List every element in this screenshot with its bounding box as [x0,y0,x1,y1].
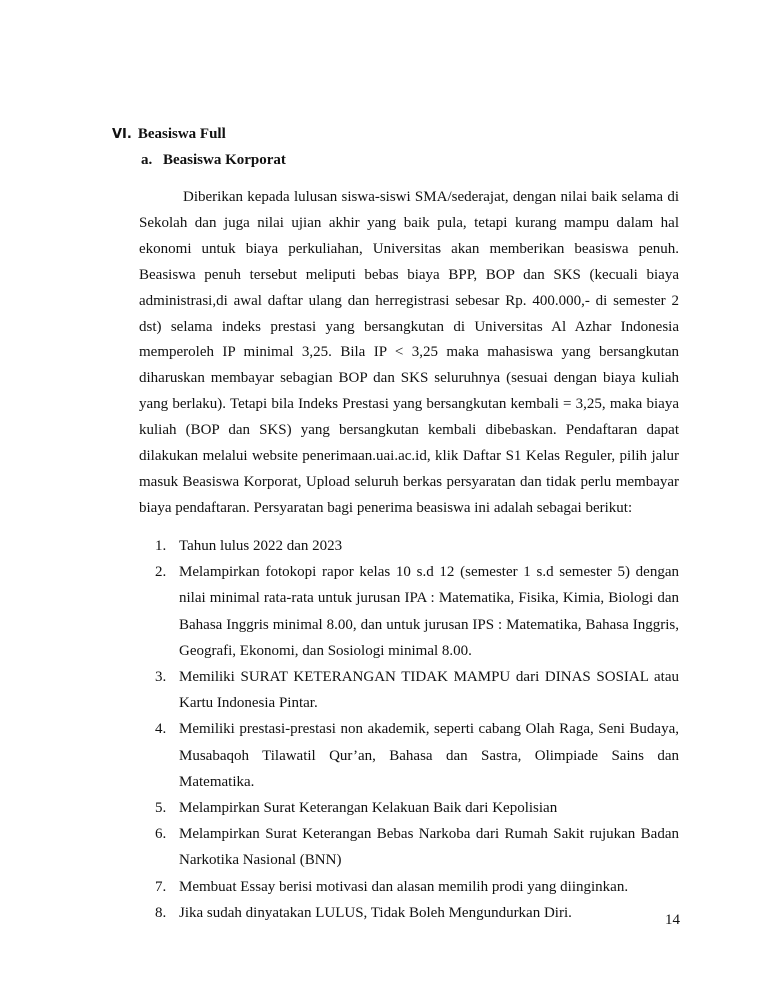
section-number: VI. [112,127,132,142]
subsection-letter: a. [141,152,153,168]
list-item-text: Membuat Essay berisi motivasi dan alasan memilih prodi yang diinginkan. [179,878,629,895]
subsection-title: Beasiswa Korporat [163,152,286,168]
list-item-number: 5. [155,800,167,817]
list-item-number: 7. [155,878,167,895]
list-item-text: Melampirkan fotokopi rapor kelas 10 s.d 12 (semester 1 s.d semester 5) dengan nilai minimal rata-rata untuk jurusan IPA : Matematika, Fisika, Kimia, Biologi dan Bahasa Inggris minimal 8.00, dan untuk jurusan IPS : Matematika, Bahasa Inggris, Geografi, Ekonomi, dan Sosiologi minimal 8.00. [179,564,679,659]
list-item [139,795,679,821]
list-item-number: 2. [155,564,167,581]
body-paragraph: Diberikan kepada lulusan siswa-siswi SMA/sederajat, dengan nilai baik selama di Sekolah dan juga nilai ujian akhir yang baik pula, tetapi kurang mampu dalam hal ekonomi untuk biaya perkuliahan, Universitas akan memberikan beasiswa penuh. Beasiswa penuh tersebut meliputi bebas biaya BPP, BOP dan SKS (kecuali biaya administrasi,di awal daftar ulang dan herregistrasi sebesar Rp. 400.000,- di semester 2 dst) selama indeks prestasi yang bersangkutan di Universitas Al Azhar Indonesia memperoleh IP minimal 3,25. Bila IP < 3,25 maka mahasiswa yang bersangkutan diharuskan membayar sebagian BOP dan SKS seluruhnya (sesuai dengan biaya kuliah yang berlaku). Tetapi bila Indeks Prestasi yang bersangkutan kembali = 3,25, maka biaya kuliah (BOP dan SKS) yang bersangkutan kembali dibebaskan. Pendaftaran dapat dilakukan melalui website penerimaan.uai.ac.id, klik Daftar S1 Kelas Reguler, pilih jalur masuk Beasiswa Korporat, Upload seluruh berkas persyaratan dan tidak perlu membayar biaya pendaftaran. Persyaratan bagi penerima beasiswa ini adalah sebagai berikut: [139,189,679,516]
requirements-list [139,533,679,926]
list-item [139,533,679,559]
list-item-number: 6. [155,826,167,843]
list-item [139,900,679,926]
list-item-text: Tahun lulus 2022 dan 2023 [179,538,343,554]
list-item-text: Memiliki prestasi-prestasi non akademik, seperti cabang Olah Raga, Seni Budaya, Musabaqoh Tilawatil Qur’an, Bahasa dan Sastra, Olimpiade Sains dan Matematika. [179,721,679,790]
list-item-text: Jika sudah dinyatakan LULUS, Tidak Boleh Mengundurkan Diri. [179,904,572,921]
subsection-heading [141,152,286,169]
list-item-number: 4. [155,721,167,738]
list-item [139,559,679,664]
page-number: 14 [665,912,680,928]
list-item [139,664,679,716]
section-title: Beasiswa Full [137,126,226,142]
list-item-text: Melampirkan Surat Keterangan Kelakuan Baik dari Kepolisian [179,800,558,817]
list-item-number: 3. [155,669,167,686]
list-item [139,821,679,873]
list-item-number: 1. [155,538,167,554]
list-item [139,874,679,900]
section-heading [112,126,226,143]
list-item-text: Memiliki SURAT KETERANGAN TIDAK MAMPU dari DINAS SOSIAL atau Kartu Indonesia Pintar. [179,669,679,712]
list-item-text: Melampirkan Surat Keterangan Bebas Narkoba dari Rumah Sakit rujukan Badan Narkotika Nasional (BNN) [179,826,679,869]
list-item [139,716,679,795]
list-item-number: 8. [155,904,167,921]
